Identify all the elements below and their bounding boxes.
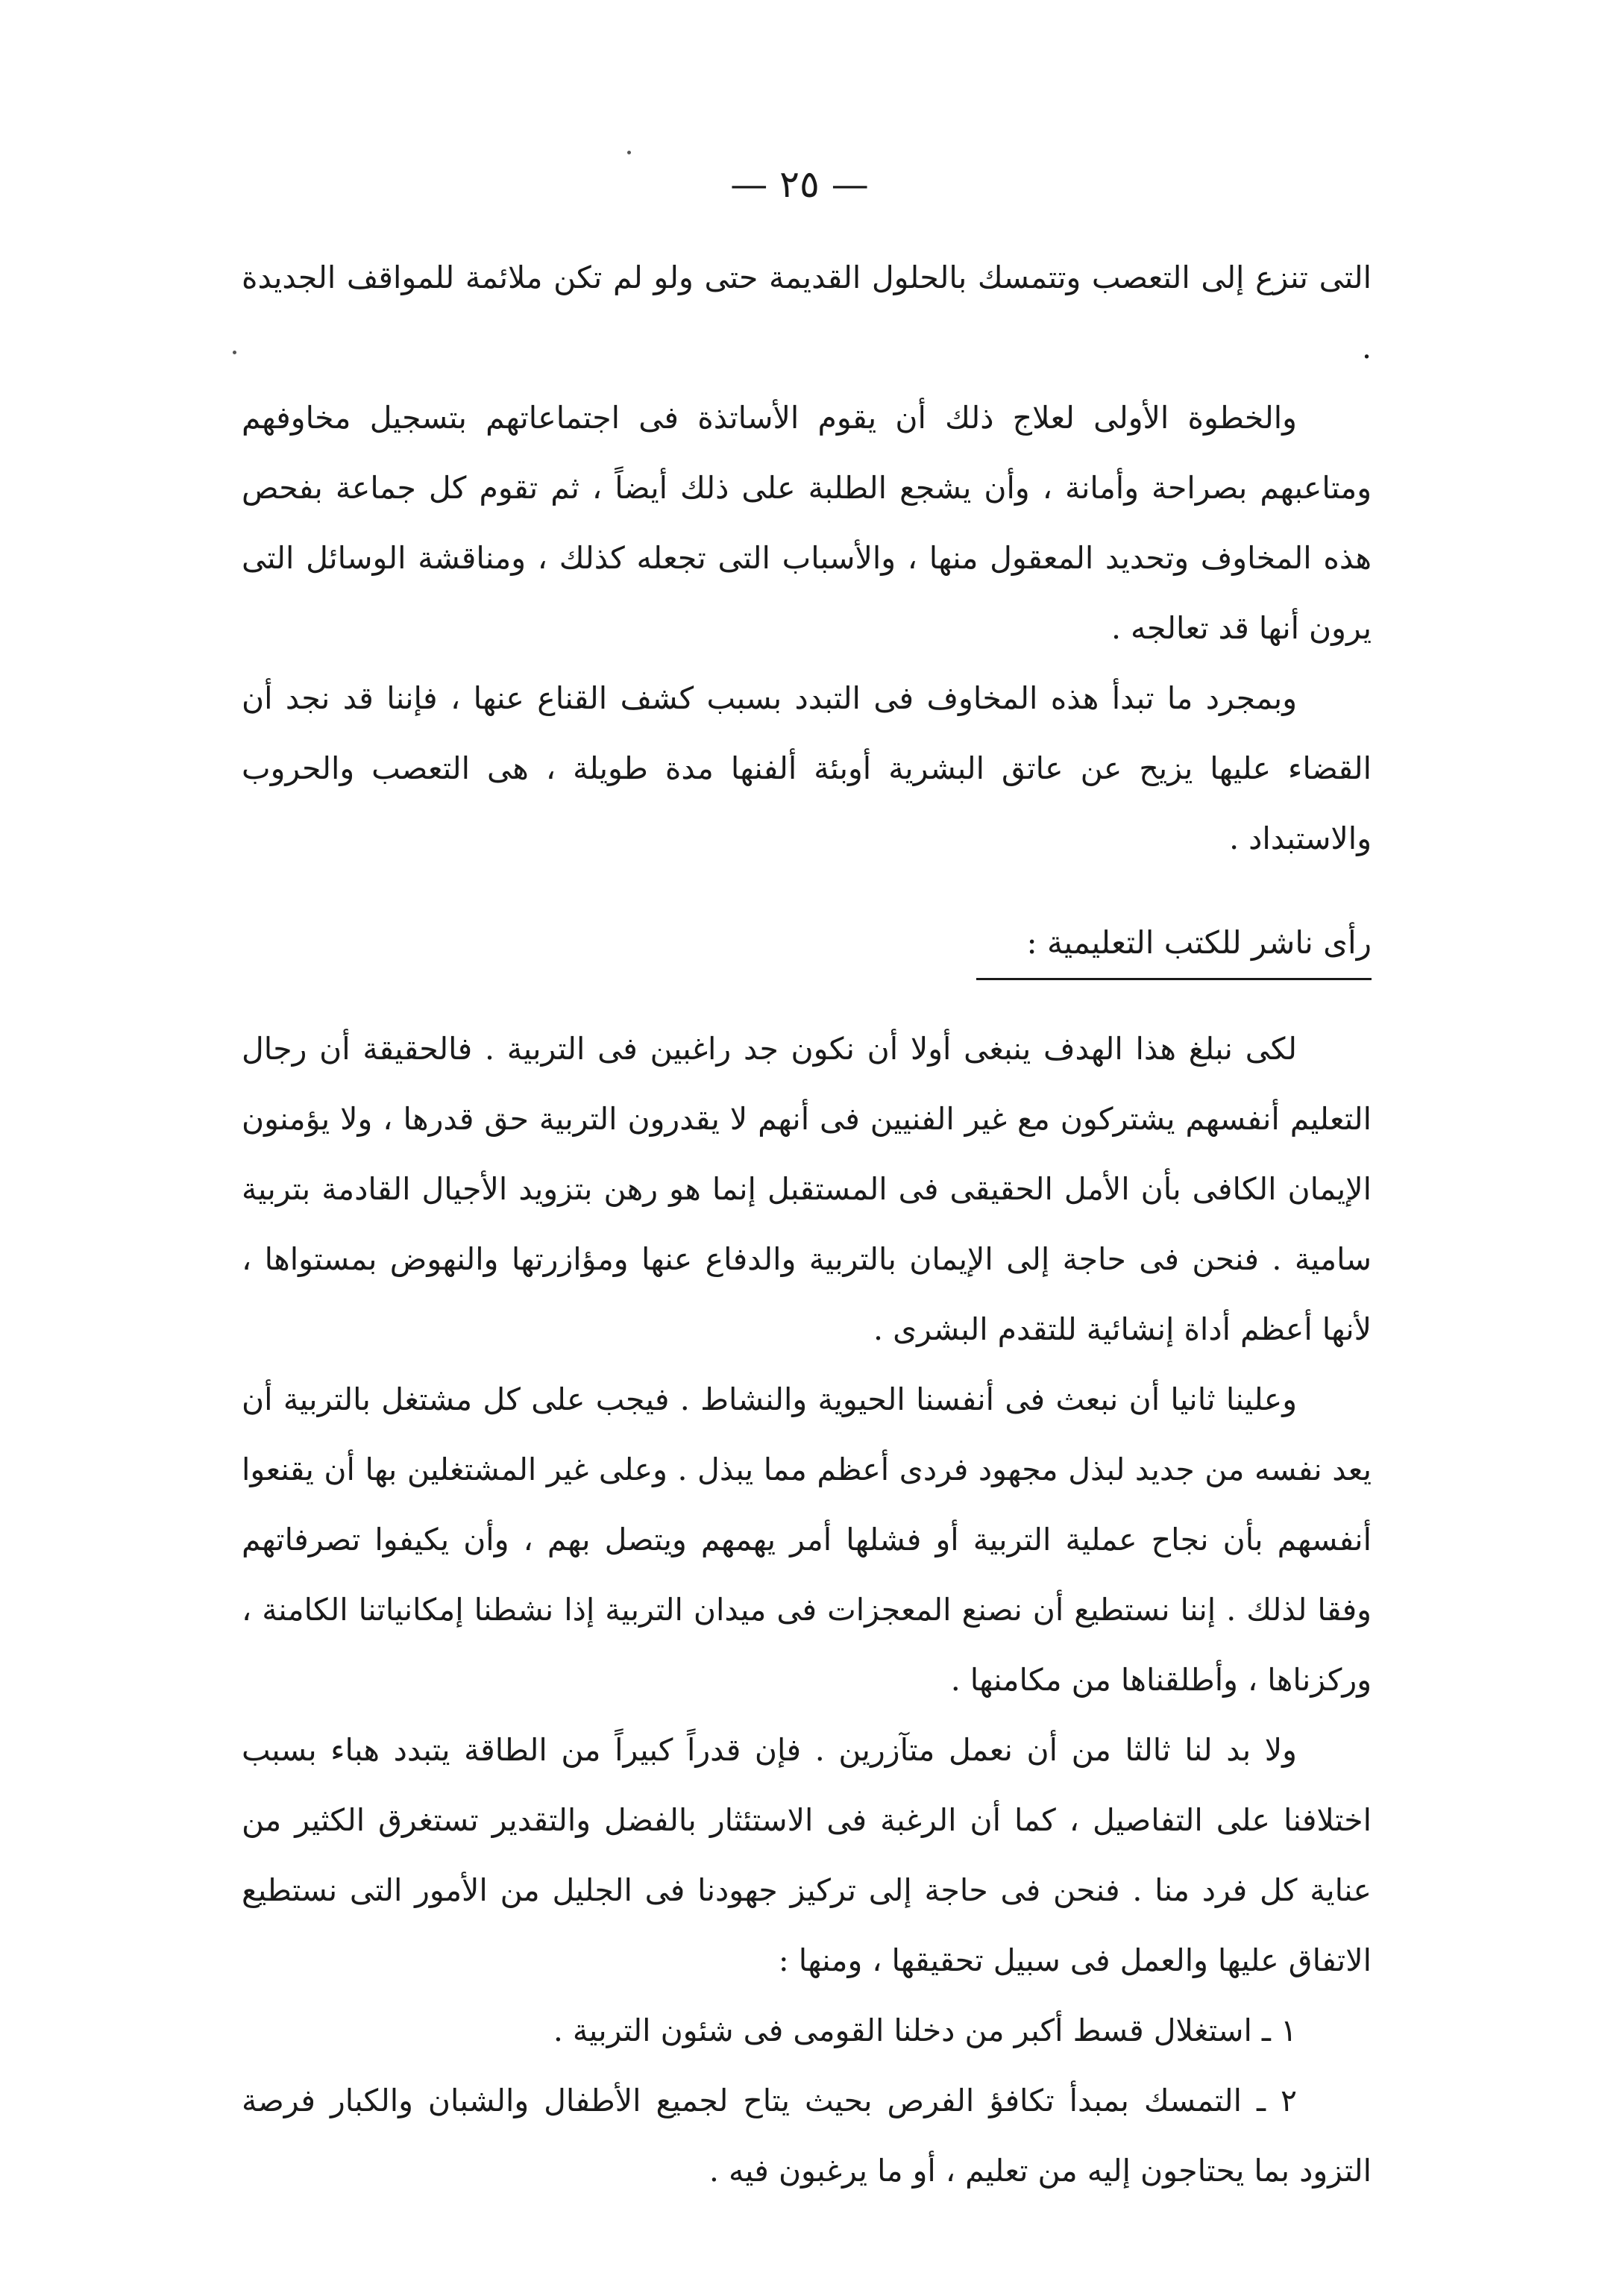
list-item: ١ ـ استغلال قسط أكبر من دخلنا القومى فى شئون التربية . xyxy=(553,2013,1297,2048)
scan-speck xyxy=(233,351,236,354)
section-heading: رأى ناشر للكتب التعليمية : xyxy=(976,911,1372,980)
paragraph: التى تنزع إلى التعصب وتتمسك بالحلول القديمة حتى ولو لم تكن ملائمة للمواقف الجديدة . xyxy=(242,260,1372,366)
scan-speck xyxy=(627,151,631,154)
page-number: — ٢٥ — xyxy=(730,163,869,206)
paragraph: وبمجرد ما تبدأ هذه المخاوف فى التبدد بسبب كشف القناع عنها ، فإننا قد نجد أن القضاء عليها يزيح عن عاتق البشرية أوبئة ألفنها مدة طويلة ، هى التعصب والحروب والاستبداد . xyxy=(242,680,1372,856)
list-item: ٢ ـ التمسك بمبدأ تكافؤ الفرص بحيث يتاح لجميع الأطفال والشبان والكبار فرصة التزود بما يحتاجون إليه من تعليم ، أو ما يرغبون فيه . xyxy=(242,2083,1372,2189)
paragraph: وعلينا ثانيا أن نبعث فى أنفسنا الحيوية والنشاط . فيجب على كل مشتغل بالتربية أن يعد نفسه من جديد لبذل مجهود فردى أعظم مما يبذل . وعلى غير المشتغلين بها أن يقنعوا أنفسهم بأن نجاح عملية التربية أو فشلها أمر يهمهم ويتصل بهم ، وأن يكيفوا تصرفاتهم وفقا لذلك . إننا نستطيع أن نصنع المعجزات فى ميدان التربية إذا نشطنا إمكانياتنا الكامنة ، وركزناها ، وأطلقناها من مكامنها . xyxy=(242,1381,1372,1698)
paragraph: لكى نبلغ هذا الهدف ينبغى أولا أن نكون جد راغبين فى التربية . فالحقيقة أن رجال التعليم أنفسهم يشتركون مع غير الفنيين فى أنهم لا يقدرون التربية حق قدرها ، ولا يؤمنون الإيمان الكافى بأن الأمل الحقيقى فى المستقبل إنما هو رهن بتزويد الأجيال القادمة بتربية سامية . فنحن فى حاجة إلى الإيمان بالتربية والدفاع عنها ومؤازرتها والنهوض بمستواها ، لأنها أعظم أداة إنشائية للتقدم البشرى . xyxy=(242,1031,1372,1347)
section-heading-row xyxy=(242,911,1372,981)
paragraph: ولا بد لنا ثالثا من أن نعمل متآزرين . فإن قدراً كبيراً من الطاقة يتبدد هباء بسبب اختلافنا على التفاصيل ، كما أن الرغبة فى الاستئثار بالفضل والتقدير تستغرق الكثير من عناية كل فرد منا . فنحن فى حاجة إلى تركيز جهودنا فى الجليل من الأمور التى نستطيع الاتفاق عليها والعمل فى سبيل تحقيقها ، ومنها : xyxy=(242,1732,1372,1978)
page-body xyxy=(242,242,1372,2206)
paragraph: والخطوة الأولى لعلاج ذلك أن يقوم الأساتذة فى اجتماعاتهم بتسجيل مخاوفهم ومتاعبهم بصراحة وأمانة ، وأن يشجع الطلبة على ذلك أيضاً ، ثم تقوم كل جماعة بفحص هذه المخاوف وتحديد المعقول منها ، والأسباب التى تجعله كذلك ، ومناقشة الوسائل التى يرون أنها قد تعالجه . xyxy=(242,400,1372,646)
